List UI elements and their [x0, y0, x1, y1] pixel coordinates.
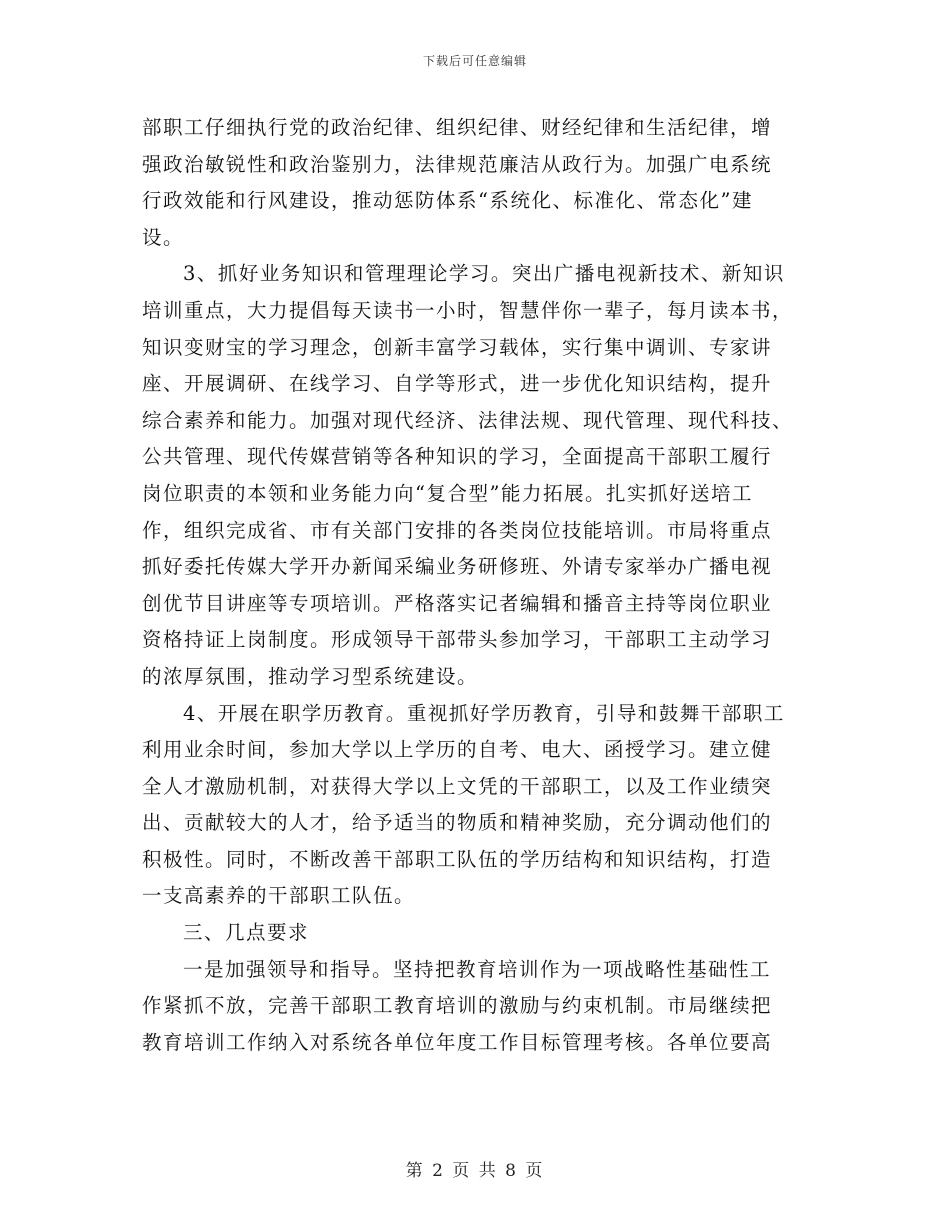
text-line: 座、开展调研、在线学习、自学等形式，进一步优化知识结构，提升	[142, 372, 773, 396]
text-line: 资格持证上岗制度。形成领导干部带头参加学习，干部职工主动学习	[142, 628, 773, 652]
text-line: 一是加强领导和指导。坚持把教育培训作为一项战略性基础性工	[183, 957, 772, 981]
text-line: 抓好委托传媒大学开办新闻采编业务研修班、外请专家举办广播电视	[142, 555, 773, 579]
text-line: 三、几点要求	[183, 921, 310, 945]
text-line: 作，组织完成省、市有关部门安排的各类岗位技能培训。市局将重点	[142, 518, 773, 542]
text-line: 积极性。同时，不断改善干部职工队伍的学历结构和知识结构，打造	[142, 847, 773, 871]
text-line: 行政效能和行风建设，推动惩防体系“系统化、标准化、常态化”建	[142, 189, 753, 213]
text-line: 部职工仔细执行党的政治纪律、组织纪律、财经纪律和生活纪律，增	[142, 116, 773, 139]
text-line: 公共管理、现代传媒营销等各种知识的学习，全面提高干部职工履行	[142, 445, 773, 469]
text-line: 一支高素养的干部职工队伍。	[142, 884, 416, 908]
text-line: 出、贡献较大的人才，给予适当的物质和精神奖励，充分调动他们的	[142, 811, 773, 835]
text-line: 培训重点，大力提倡每天读书一小时，智慧伴你一辈子，每月读本书，	[142, 298, 794, 322]
page-number: 第 2 页 共 8 页	[405, 1161, 545, 1181]
text-line: 的浓厚氛围，推动学习型系统建设。	[142, 664, 479, 688]
text-line: 作紧抓不放，完善干部职工教育培训的激励与约束机制。市局继续把	[142, 994, 773, 1018]
text-line: 综合素养和能力。加强对现代经济、法律法规、现代管理、现代科技、	[142, 408, 794, 432]
text-line: 全人才激励机制，对获得大学以上文凭的干部职工，以及工作业绩突	[142, 774, 773, 798]
text-line: 3、抓好业务知识和管理理论学习。突出广播电视新技术、新知识	[183, 262, 785, 286]
page-header: 下载后可任意编辑	[422, 54, 527, 68]
text-line: 教育培训工作纳入对系统各单位年度工作目标管理考核。各单位要高	[142, 1030, 773, 1054]
document-body	[142, 110, 802, 1061]
text-line: 创优节目讲座等专项培训。严格落实记者编辑和播音主持等岗位职业	[142, 591, 773, 615]
text-line: 岗位职责的本领和业务能力向“复合型”能力拓展。扎实抓好送培工	[142, 481, 753, 505]
text-line: 强政治敏锐性和政治鉴别力，法律规范廉洁从政行为。加强广电系统	[142, 152, 773, 176]
text-line: 利用业余时间，参加大学以上学历的自考、电大、函授学习。建立健	[142, 738, 773, 762]
text-line: 设。	[142, 225, 185, 249]
text-line: 4、开展在职学历教育。重视抓好学历教育，引导和鼓舞干部职工	[183, 701, 785, 725]
text-line: 知识变财宝的学习理念，创新丰富学习载体，实行集中调训、专家讲	[142, 335, 773, 359]
